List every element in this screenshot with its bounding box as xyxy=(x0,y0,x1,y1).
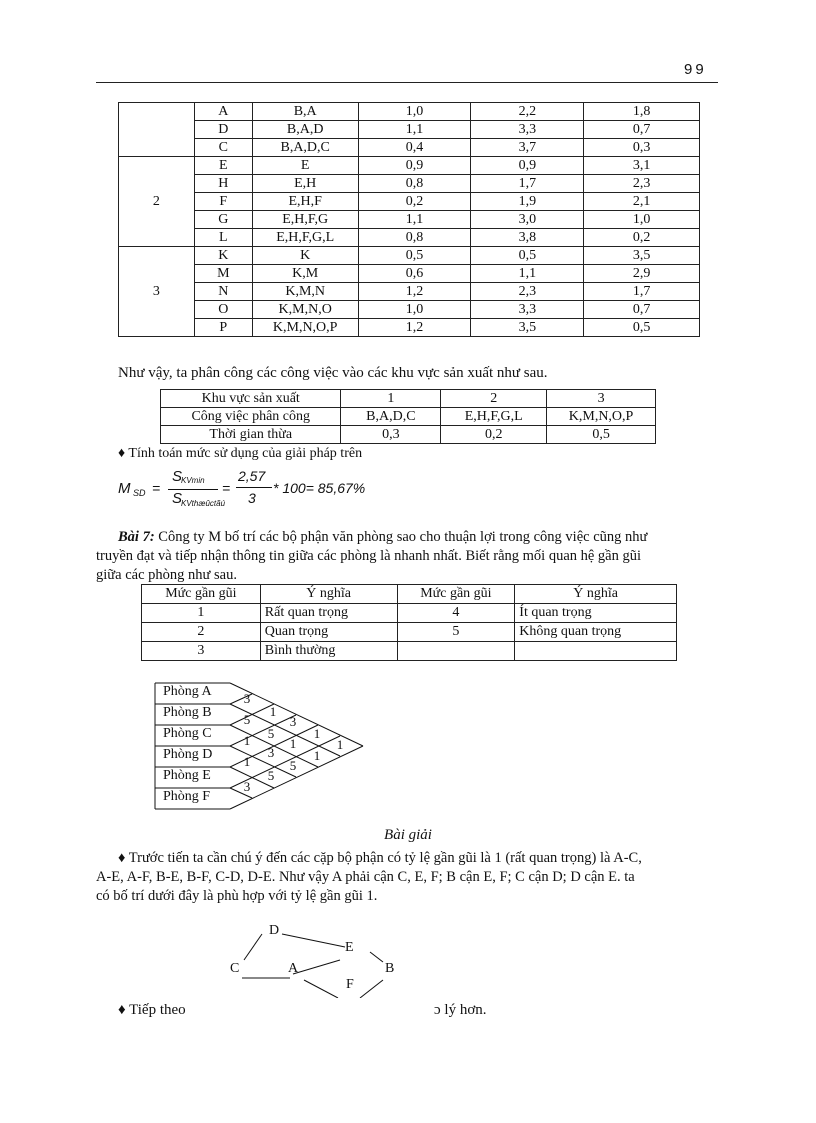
cell-task: K xyxy=(194,247,252,265)
cell-idle: 1,0 xyxy=(584,211,700,229)
group-cell: 2 xyxy=(119,157,195,247)
cell-cum: 3,3 xyxy=(471,121,584,139)
rel-cd: 1 xyxy=(243,733,251,748)
t3-r2-meaning: Quan trọng xyxy=(260,623,397,642)
table-row xyxy=(119,229,700,247)
cell-t: 1,0 xyxy=(358,103,471,121)
exercise-7-line2: truyền đạt và tiếp nhận thông tin giữa các phòng là nhanh nhất. Biết rằng mối quan hệ gần gũi xyxy=(96,548,642,564)
cell-cum: 3,5 xyxy=(471,319,584,337)
cell-t: 0,8 xyxy=(358,229,471,247)
node-c: C xyxy=(230,961,240,976)
cell-seq: K,M,N xyxy=(252,283,358,301)
cell-t: 0,4 xyxy=(358,139,471,157)
room-c: Phòng C xyxy=(163,726,212,741)
cell-cum: 1,7 xyxy=(471,175,584,193)
t3-r1-level2: 4 xyxy=(397,604,515,623)
cell-cum: 0,9 xyxy=(471,157,584,175)
rel-ad: 3 xyxy=(289,714,297,729)
rel-ef: 3 xyxy=(243,779,251,794)
cell-t: 1,0 xyxy=(358,301,471,319)
rel-df: 5 xyxy=(267,768,275,783)
cell-idle: 1,8 xyxy=(584,103,700,121)
t2-header-area: Khu vực sản xuất xyxy=(161,390,341,408)
room-e: Phòng E xyxy=(163,768,211,783)
cell-cum: 2,2 xyxy=(471,103,584,121)
formula-den: S xyxy=(172,490,183,507)
paragraph-assignment: Như vậy, ta phân công các công việc vào các khu vực sản xuất như sau. xyxy=(118,365,548,381)
t3-r3-meaning2 xyxy=(515,642,677,661)
solution-line3: có bố trí dưới đây là phù hợp với tỷ lệ gần gũi 1. xyxy=(96,888,378,904)
cell-cum: 3,0 xyxy=(471,211,584,229)
rel-bf: 1 xyxy=(313,748,321,763)
cell-task: A xyxy=(194,103,252,121)
cell-seq: E xyxy=(252,157,358,175)
t3-r1-meaning2: Ít quan trọng xyxy=(515,604,677,623)
cell-cum: 2,3 xyxy=(471,283,584,301)
t2-header-3: 3 xyxy=(547,390,656,408)
t3-r3-level2 xyxy=(397,642,515,661)
bullet-calculation: ♦ Tính toán mức sử dụng của giải pháp trên xyxy=(118,446,363,461)
t3-r2-level: 2 xyxy=(142,623,261,642)
t3-header-level2: Mức gần gũi xyxy=(397,585,515,604)
cell-cum: 0,5 xyxy=(471,247,584,265)
cell-idle: 2,3 xyxy=(584,175,700,193)
last-line-left: ♦ Tiếp theo xyxy=(118,1002,186,1018)
table-row xyxy=(119,121,700,139)
cell-seq: E,H xyxy=(252,175,358,193)
cell-idle: 2,1 xyxy=(584,193,700,211)
cell-cum: 3,8 xyxy=(471,229,584,247)
t2-row2-c2: 0,2 xyxy=(441,426,547,444)
rel-ab: 3 xyxy=(243,691,251,706)
table-row xyxy=(119,193,700,211)
cell-seq: E,H,F,G,L xyxy=(252,229,358,247)
formula-den-sub: KVthæûctãú xyxy=(181,499,226,508)
cell-seq: E,H,F xyxy=(252,193,358,211)
formula-frac2-den: 3 xyxy=(248,490,256,506)
rel-be: 1 xyxy=(289,736,297,751)
t3-r3-meaning: Bình thường xyxy=(260,642,397,661)
table-row xyxy=(119,211,700,229)
formula-frac2-num: 2,57 xyxy=(238,468,266,484)
cell-t: 1,2 xyxy=(358,319,471,337)
t3-r3-level: 3 xyxy=(142,642,261,661)
t2-row2-label: Thời gian thừa xyxy=(161,426,341,444)
cell-seq: K,M,N,O,P xyxy=(252,319,358,337)
group-cell: 3 xyxy=(119,247,195,337)
node-e: E xyxy=(345,940,354,955)
formula-fraction-bar-2 xyxy=(236,487,272,488)
group-cell xyxy=(119,103,195,157)
cell-idle: 0,5 xyxy=(584,319,700,337)
cell-task: G xyxy=(194,211,252,229)
utilization-formula xyxy=(118,466,418,516)
cell-t: 0,8 xyxy=(358,175,471,193)
area-summary-table xyxy=(160,389,656,444)
formula-num-sub: KVmin xyxy=(181,476,205,485)
table-row xyxy=(119,319,700,337)
rel-bd: 5 xyxy=(267,726,275,741)
formula-tail: * 100= 85,67% xyxy=(273,480,366,496)
t2-row1-c1: B,A,D,C xyxy=(341,408,441,426)
cell-task: H xyxy=(194,175,252,193)
cell-idle: 0,7 xyxy=(584,121,700,139)
cell-seq: B,A,D,C xyxy=(252,139,358,157)
t2-row2-c1: 0,3 xyxy=(341,426,441,444)
t3-header-meaning1: Ý nghĩa xyxy=(260,585,397,604)
cell-task: N xyxy=(194,283,252,301)
cell-seq: K,M,N,O xyxy=(252,301,358,319)
solution-line2: A-E, A-F, B-E, B-F, C-D, D-E. Như vậy A phải cận C, E, F; B cận E, F; C cận D; D cận E. ta xyxy=(96,869,635,885)
cell-seq: B,A,D xyxy=(252,121,358,139)
t2-row1-c2: E,H,F,G,L xyxy=(441,408,547,426)
t2-header-1: 1 xyxy=(341,390,441,408)
cell-idle: 3,5 xyxy=(584,247,700,265)
rel-ae: 1 xyxy=(313,726,321,741)
cell-t: 0,9 xyxy=(358,157,471,175)
exercise-7-line3: giữa các phòng như sau. xyxy=(96,567,237,583)
table-row xyxy=(119,265,700,283)
formula-eq: = xyxy=(152,480,161,496)
cell-task: D xyxy=(194,121,252,139)
rel-ce: 3 xyxy=(267,745,275,760)
cell-t: 1,2 xyxy=(358,283,471,301)
solution-line1: ♦ Trước tiến ta cần chú ý đến các cặp bộ phận có tỷ lệ gần gũi là 1 (rất quan trọng) là A-C, xyxy=(118,850,642,866)
cell-idle: 1,7 xyxy=(584,283,700,301)
cell-task: L xyxy=(194,229,252,247)
rel-de: 1 xyxy=(243,754,251,769)
table-row xyxy=(119,175,700,193)
t2-header-2: 2 xyxy=(441,390,547,408)
cell-idle: 0,2 xyxy=(584,229,700,247)
cell-task: E xyxy=(194,157,252,175)
t3-header-level1: Mức gần gũi xyxy=(142,585,261,604)
t3-r1-level: 1 xyxy=(142,604,261,623)
cell-task: P xyxy=(194,319,252,337)
t2-row1-label: Công việc phân công xyxy=(161,408,341,426)
node-d: D xyxy=(269,923,280,938)
room-f: Phòng F xyxy=(163,789,211,804)
cell-task: O xyxy=(194,301,252,319)
cell-t: 0,5 xyxy=(358,247,471,265)
table-row xyxy=(119,301,700,319)
cell-idle: 0,7 xyxy=(584,301,700,319)
table-row xyxy=(119,247,700,265)
formula-lhs-sub: SD xyxy=(133,488,146,498)
formula-eq2: = xyxy=(222,480,231,496)
table-row xyxy=(119,157,700,175)
cell-idle: 0,3 xyxy=(584,139,700,157)
cell-cum: 1,1 xyxy=(471,265,584,283)
rel-cf: 5 xyxy=(289,758,297,773)
rel-ac: 1 xyxy=(269,704,277,719)
rel-bc: 5 xyxy=(243,712,251,727)
cell-cum: 3,3 xyxy=(471,301,584,319)
table-row xyxy=(119,283,700,301)
cell-t: 0,2 xyxy=(358,193,471,211)
t3-r1-meaning: Rất quan trọng xyxy=(260,604,397,623)
cell-seq: K xyxy=(252,247,358,265)
room-b: Phòng B xyxy=(163,705,212,720)
cell-seq: B,A xyxy=(252,103,358,121)
header-rule xyxy=(96,82,718,83)
layout-graph xyxy=(220,918,420,998)
cell-t: 1,1 xyxy=(358,211,471,229)
cell-idle: 2,9 xyxy=(584,265,700,283)
last-line-right: ɔ lý hơn. xyxy=(434,1002,487,1018)
cell-task: F xyxy=(194,193,252,211)
cell-t: 1,1 xyxy=(358,121,471,139)
formula-num: S xyxy=(172,468,183,485)
cell-task: C xyxy=(194,139,252,157)
closeness-table xyxy=(141,584,677,661)
table-row xyxy=(119,103,700,121)
room-a: Phòng A xyxy=(163,684,212,699)
task-assignment-table xyxy=(118,102,700,337)
exercise-7-label: Bài 7: xyxy=(118,529,155,545)
relationship-chart xyxy=(150,678,390,814)
exercise-7-line1 xyxy=(118,527,718,547)
t3-r2-level2: 5 xyxy=(397,623,515,642)
t3-header-meaning2: Ý nghĩa xyxy=(515,585,677,604)
solution-title: Bài giải xyxy=(384,827,432,843)
node-f: F xyxy=(346,977,354,992)
cell-t: 0,6 xyxy=(358,265,471,283)
cell-seq: K,M xyxy=(252,265,358,283)
cell-seq: E,H,F,G xyxy=(252,211,358,229)
t2-row1-c3: K,M,N,O,P xyxy=(547,408,656,426)
room-d: Phòng D xyxy=(163,747,213,762)
t3-r2-meaning2: Không quan trọng xyxy=(515,623,677,642)
node-b: B xyxy=(385,961,395,976)
cell-idle: 3,1 xyxy=(584,157,700,175)
page-number: 99 xyxy=(684,61,707,78)
t2-row2-c3: 0,5 xyxy=(547,426,656,444)
formula-lhs: M xyxy=(118,480,131,497)
table-row xyxy=(119,139,700,157)
exercise-7-text1: Công ty M bố trí các bộ phận văn phòng sao cho thuận lợi trong công việc cũng như xyxy=(158,529,648,545)
cell-cum: 3,7 xyxy=(471,139,584,157)
rel-af: 1 xyxy=(336,737,344,752)
cell-cum: 1,9 xyxy=(471,193,584,211)
cell-task: M xyxy=(194,265,252,283)
node-a: A xyxy=(288,961,299,976)
